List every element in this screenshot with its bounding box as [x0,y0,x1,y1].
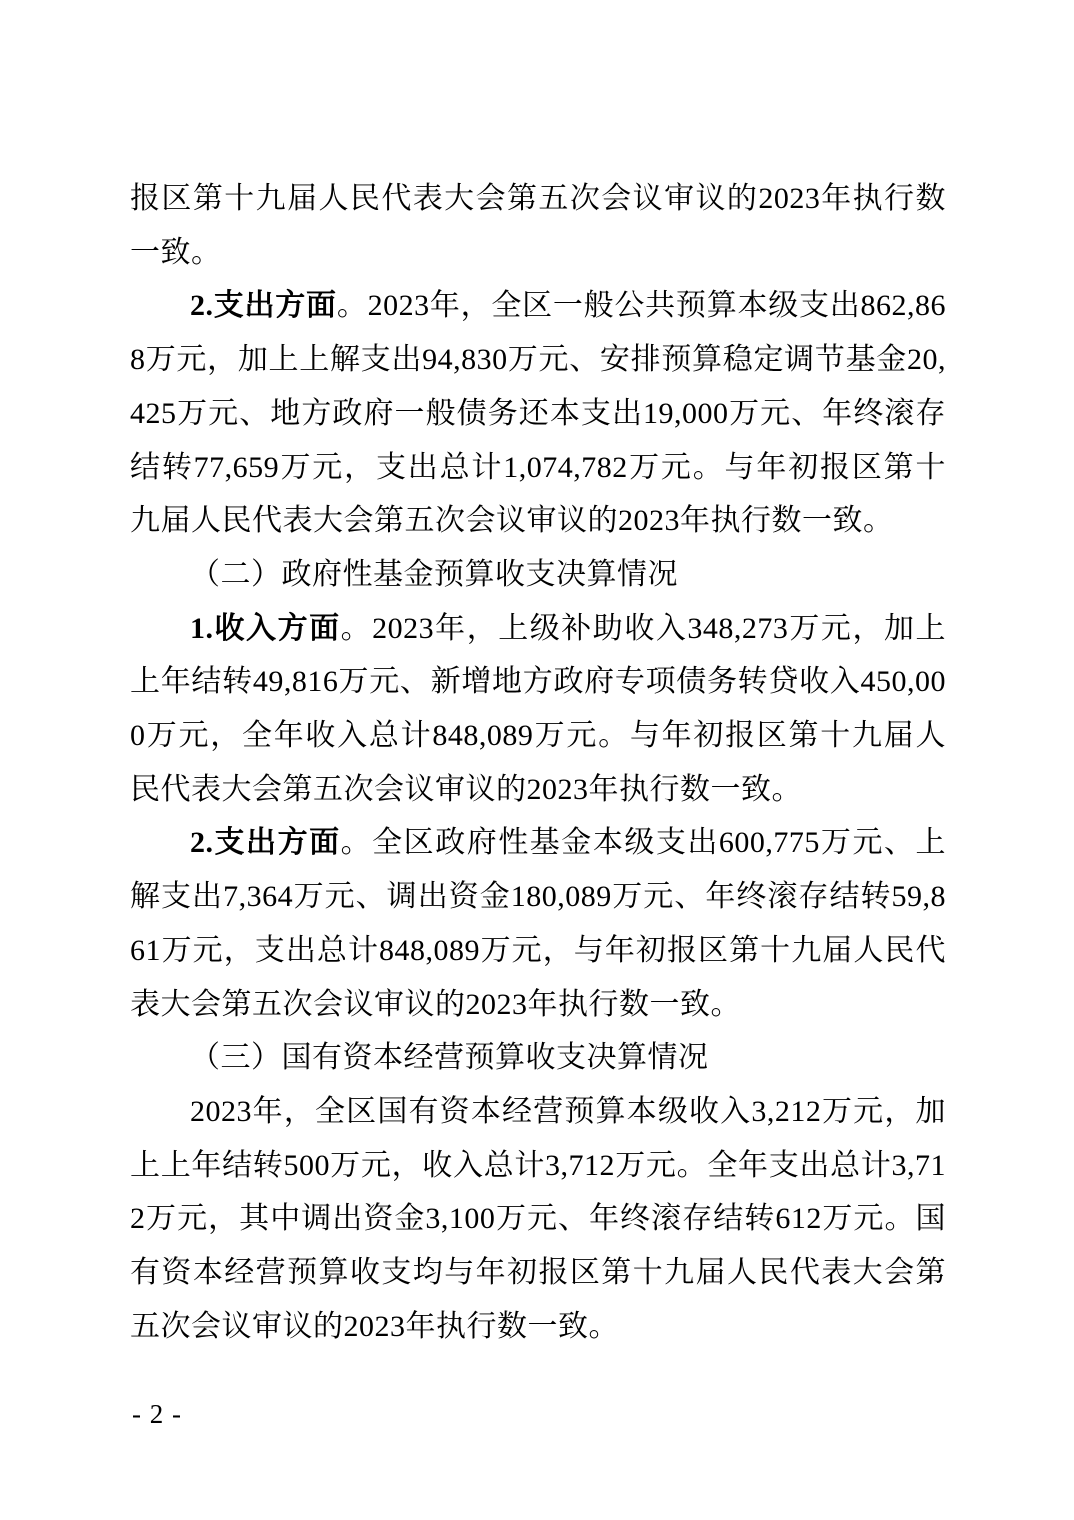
paragraph-text: 。2023年，上级补助收入348,273万元，加上上年结转49,816万元、新增地方政府专项债务转贷收入450,000万元，全年收入总计848,089万元。与年初报区第十九届人民代表大会第五次会议审议的2023年执行数一致。 [130,611,946,806]
section-heading-government-funds: （二）政府性基金预算收支决算情况 [190,557,678,591]
paragraph-bold-lead: 2.支出方面 [190,826,341,860]
section-heading-state-capital: （三）国有资本经营预算收支决算情况 [190,1041,709,1075]
paragraph-text: 2023年，全区国有资本经营预算本级收入3,212万元，加上上年结转500万元，收入总计3,712万元。全年支出总计3,712万元，其中调出资金3,100万元、年终滚存结转612万元。国有资本经营预算收支均与年初报区第十九届人民代表大会第五次会议审议的2023年执行数一致。 [130,1094,946,1343]
paragraph-fund-revenue [130,602,946,817]
page-number: - 2 - [132,1399,182,1429]
paragraph-bold-lead: 2.支出方面 [190,289,337,323]
paragraph-text: 。全区政府性基金本级支出600,775万元、上解支出7,364万元、调出资金180,089万元、年终滚存结转59,861万元，支出总计848,089万元，与年初报区第十九届人民代表大会第五次会议审议的2023年执行数一致。 [130,826,947,1021]
paragraph-continuation [130,172,946,279]
document-body [130,172,946,1353]
paragraph-state-capital-budget [130,1085,946,1354]
paragraph-fund-expenditure [130,816,946,1031]
paragraph-bold-lead: 1.收入方面 [190,611,341,645]
paragraph-text: 报区第十九届人民代表大会第五次会议审议的2023年执行数一致。 [130,182,946,269]
paragraph-text: 。2023年，全区一般公共预算本级支出862,868万元，加上上解支出94,830万元、安排预算稳定调节基金20,425万元、地方政府一般债务还本支出19,000万元、年终滚存结转77,659万元，支出总计1,074,782万元。与年初报区第十九届人民代表大会第五次会议审议的2023年执行数一致。 [130,289,947,538]
paragraph-general-budget-expenditure [130,279,946,548]
